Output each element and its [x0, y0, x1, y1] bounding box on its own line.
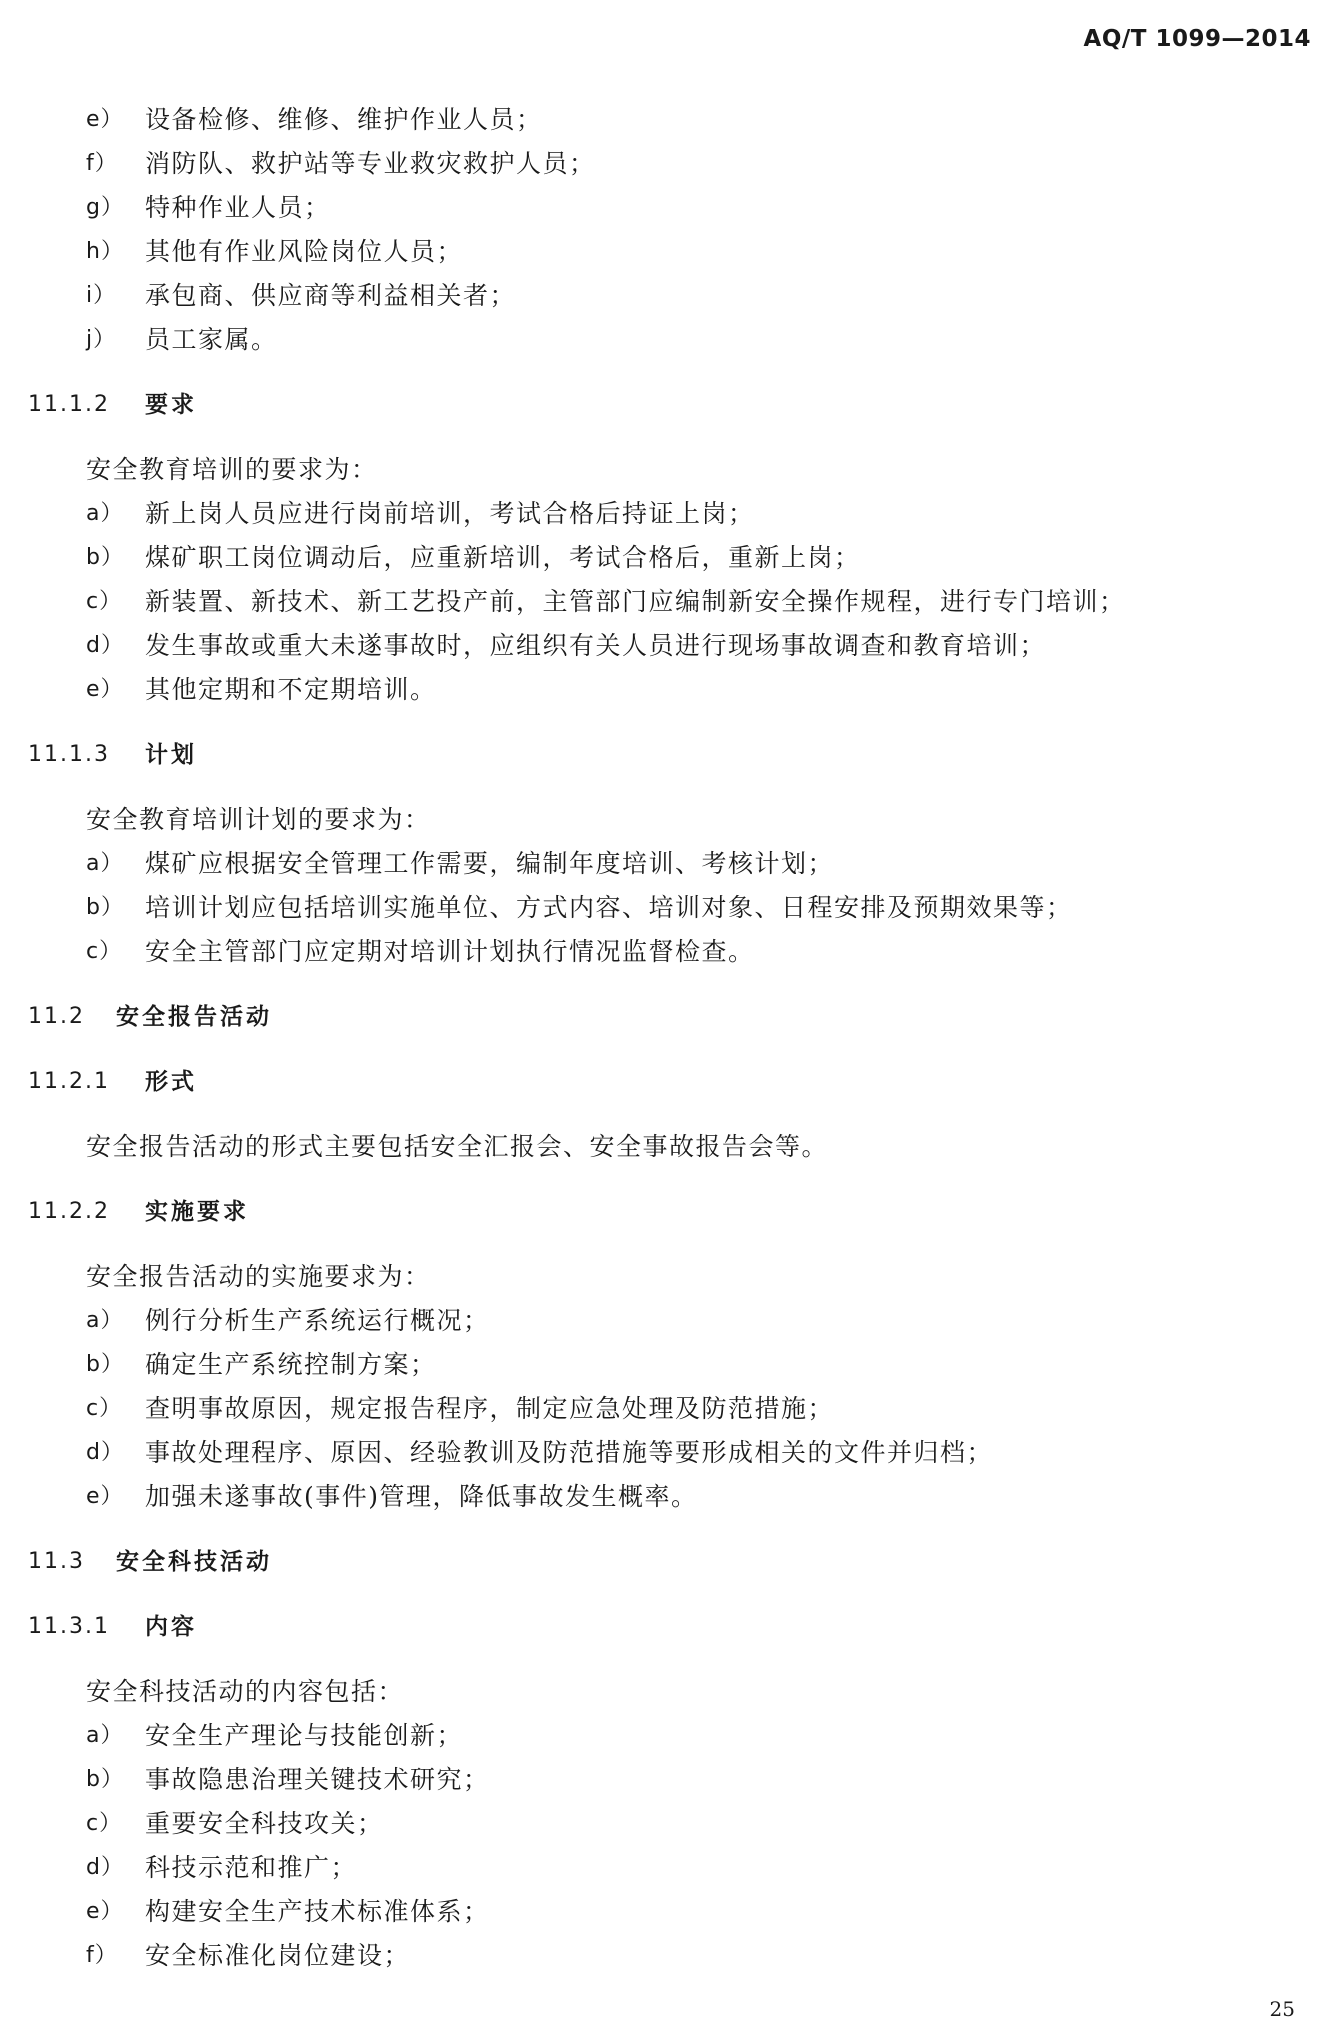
- section-title: 内容: [145, 1614, 197, 1640]
- section-title: 实施要求: [145, 1199, 249, 1225]
- section-intro: 安全教育培训计划的要求为：: [86, 805, 431, 834]
- section-intro: 安全报告活动的实施要求为：: [86, 1262, 431, 1291]
- standard-code-header: AQ/T 1099—2014: [1083, 26, 1311, 52]
- list-marker: c）: [86, 589, 123, 614]
- list-item: [0, 186, 1335, 230]
- list-marker: f）: [86, 151, 118, 176]
- section-intro: 安全教育培训的要求为：: [86, 455, 378, 484]
- list-item: [0, 1431, 1335, 1475]
- list-item: [0, 1758, 1335, 1802]
- list-text: 确定生产系统控制方案；: [145, 1350, 437, 1379]
- list-text: 重要安全科技攻关；: [145, 1809, 384, 1838]
- list-item: [0, 1475, 1335, 1519]
- list-text: 其他定期和不定期培训。: [145, 675, 437, 704]
- list-item: [0, 842, 1335, 886]
- section-heading-11-3: [0, 1540, 1335, 1584]
- list-text: 加强未遂事故(事件)管理，降低事故发生概率。: [145, 1482, 698, 1511]
- section-title: 计划: [145, 742, 197, 768]
- list-item: [0, 930, 1335, 974]
- section-number: 11.1.2: [28, 392, 110, 417]
- section-heading-11-2-2: [0, 1190, 1335, 1234]
- section-title: 安全科技活动: [116, 1549, 272, 1575]
- list-item: [0, 98, 1335, 142]
- section-number: 11.1.3: [28, 742, 110, 767]
- page-number: 25: [1269, 1997, 1295, 2021]
- list-item: [0, 1299, 1335, 1343]
- list-item: [0, 274, 1335, 318]
- list-item: [0, 230, 1335, 274]
- list-marker: b）: [86, 895, 124, 920]
- list-text: 发生事故或重大未遂事故时，应组织有关人员进行现场事故调查和教育培训；: [145, 631, 1047, 660]
- list-text: 培训计划应包括培训实施单位、方式内容、培训对象、日程安排及预期效果等；: [145, 893, 1073, 922]
- list-text: 消防队、救护站等专业救灾救护人员；: [145, 149, 596, 178]
- list-text: 新装置、新技术、新工艺投产前，主管部门应编制新安全操作规程，进行专门培训；: [145, 587, 1126, 616]
- list-item: [0, 1846, 1335, 1890]
- list-marker: e）: [86, 107, 124, 132]
- prev-section-list: [0, 98, 1335, 362]
- list-marker: b）: [86, 545, 124, 570]
- list-item: [0, 1343, 1335, 1387]
- list-marker: a）: [86, 501, 124, 526]
- list-text: 科技示范和推广；: [145, 1853, 358, 1882]
- list-marker: e）: [86, 677, 124, 702]
- list-text: 安全标准化岗位建设；: [145, 1941, 411, 1970]
- list-text: 设备检修、维修、维护作业人员；: [145, 105, 543, 134]
- list-text: 承包商、供应商等利益相关者；: [145, 281, 517, 310]
- list-marker: a）: [86, 1308, 124, 1333]
- list-marker: d）: [86, 633, 124, 658]
- section-heading-11-1-3: [0, 733, 1335, 777]
- section-number: 11.2: [28, 1004, 85, 1029]
- section-heading-11-2: [0, 995, 1335, 1039]
- section-number: 11.3: [28, 1549, 85, 1574]
- section-intro: 安全科技活动的内容包括：: [86, 1677, 405, 1706]
- list-text: 安全生产理论与技能创新；: [145, 1721, 464, 1750]
- list-text: 特种作业人员；: [145, 193, 331, 222]
- list-marker: c）: [86, 939, 123, 964]
- list-marker: b）: [86, 1352, 124, 1377]
- list-marker: a）: [86, 851, 124, 876]
- section-number: 11.2.2: [28, 1199, 110, 1224]
- list-text: 查明事故原因，规定报告程序，制定应急处理及防范措施；: [145, 1394, 835, 1423]
- list-marker: c）: [86, 1396, 123, 1421]
- list-marker: e）: [86, 1484, 124, 1509]
- list-item: [0, 624, 1335, 668]
- list-text: 其他有作业风险岗位人员；: [145, 237, 464, 266]
- list-item: [0, 1387, 1335, 1431]
- section-title: 要求: [145, 392, 197, 418]
- list-marker: g）: [86, 195, 124, 220]
- list-item: [0, 318, 1335, 362]
- list-text: 煤矿应根据安全管理工作需要，编制年度培训、考核计划；: [145, 849, 835, 878]
- section-number: 11.3.1: [28, 1614, 110, 1639]
- list-item: [0, 1802, 1335, 1846]
- document-body: [0, 98, 1335, 1978]
- list-item: [0, 142, 1335, 186]
- list-text: 事故处理程序、原因、经验教训及防范措施等要形成相关的文件并归档；: [145, 1438, 994, 1467]
- list-item: [0, 1934, 1335, 1978]
- list-item: [0, 668, 1335, 712]
- list-text: 事故隐患治理关键技术研究；: [145, 1765, 490, 1794]
- list-marker: d）: [86, 1855, 124, 1880]
- section-heading-11-1-2: [0, 383, 1335, 427]
- section-number: 11.2.1: [28, 1069, 110, 1094]
- list-marker: e）: [86, 1899, 124, 1924]
- list-item: [0, 1714, 1335, 1758]
- list-text: 煤矿职工岗位调动后，应重新培训，考试合格后，重新上岗；: [145, 543, 861, 572]
- list-marker: h）: [86, 239, 124, 264]
- list-text: 新上岗人员应进行岗前培训，考试合格后持证上岗；: [145, 499, 755, 528]
- section-heading-11-2-1: [0, 1060, 1335, 1104]
- list-text: 构建安全生产技术标准体系；: [145, 1897, 490, 1926]
- list-item: [0, 492, 1335, 536]
- list-marker: f）: [86, 1943, 118, 1968]
- list-item: [0, 1890, 1335, 1934]
- list-text: 例行分析生产系统运行概况；: [145, 1306, 490, 1335]
- list-marker: i）: [86, 283, 117, 308]
- list-item: [0, 536, 1335, 580]
- list-marker: c）: [86, 1811, 123, 1836]
- list-item: [0, 886, 1335, 930]
- list-text: 安全主管部门应定期对培训计划执行情况监督检查。: [145, 937, 755, 966]
- list-marker: b）: [86, 1767, 124, 1792]
- list-marker: j）: [86, 327, 117, 352]
- section-body: 安全报告活动的形式主要包括安全汇报会、安全事故报告会等。: [86, 1132, 829, 1161]
- list-text: 员工家属。: [145, 325, 278, 354]
- section-title: 形式: [145, 1069, 197, 1095]
- list-marker: a）: [86, 1723, 124, 1748]
- list-item: [0, 580, 1335, 624]
- section-title: 安全报告活动: [116, 1004, 272, 1030]
- section-heading-11-3-1: [0, 1605, 1335, 1649]
- list-marker: d）: [86, 1440, 124, 1465]
